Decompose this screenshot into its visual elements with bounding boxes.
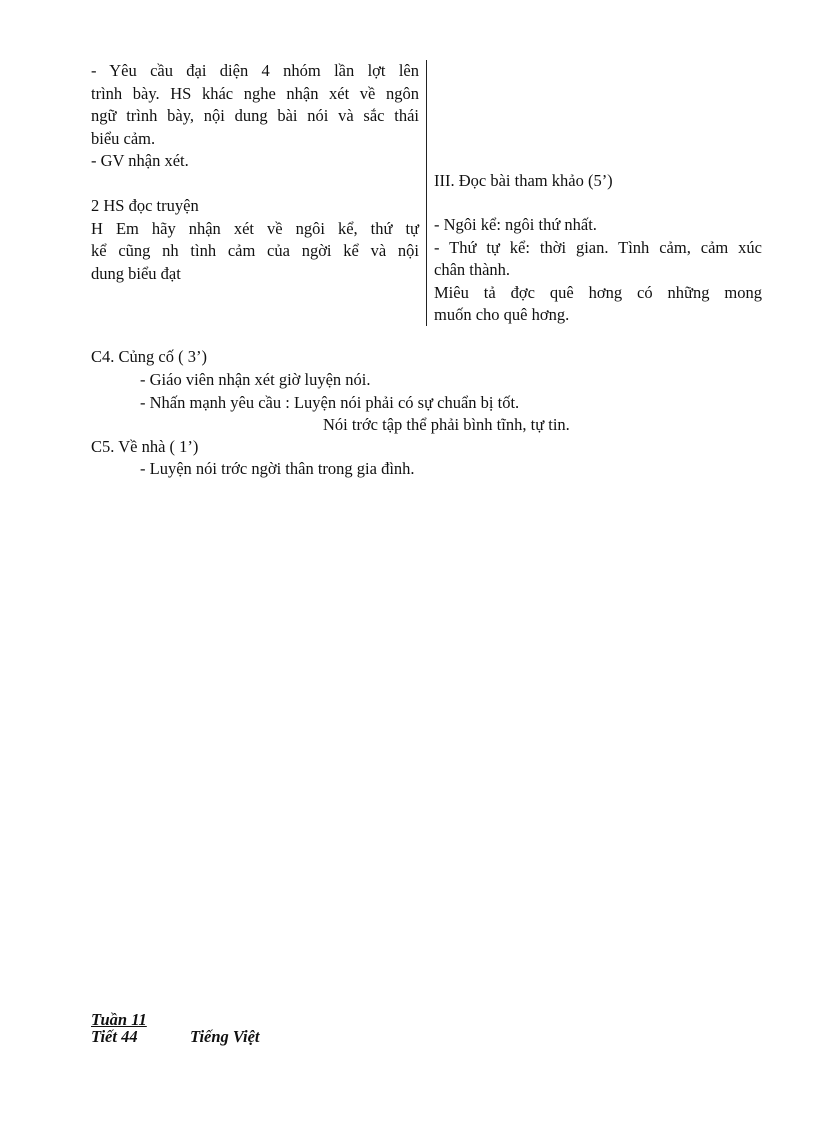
footer-period: Tiết 44 — [91, 1027, 138, 1046]
right-heading: III. Đọc bài tham khảo (5’) — [434, 171, 613, 190]
left-line-8: H Em hãy nhận xét về ngôi kể, thứ tự — [91, 218, 419, 238]
left-line-1: - Yêu cầu đại diện 4 nhóm lần lợt lên — [91, 61, 419, 80]
footer-week: Tuần 11 — [91, 1010, 147, 1029]
homework-title: C5. Về nhà ( 1’) — [91, 437, 199, 456]
left-line-9: kể cũng nh tình cảm của ngời kể và nội — [91, 241, 419, 260]
left-line-2: trình bày. HS khác nghe nhận xét về ngôn — [91, 83, 419, 103]
right-line-4: Miêu tả đợc quê hơng có những mong — [434, 282, 762, 302]
left-line-5: - GV nhận xét. — [91, 151, 189, 170]
right-line-3: chân thành. — [434, 260, 511, 279]
column-divider — [426, 60, 427, 326]
right-column — [434, 214, 762, 327]
left-spacer — [91, 173, 419, 196]
right-line-2: - Thứ tự kể: thời gian. Tình cảm, cảm xúc — [434, 237, 762, 257]
left-line-7: 2 HS đọc truyện — [91, 196, 199, 215]
consolidation-title: C4. Củng cố ( 3’) — [91, 347, 207, 366]
right-line-5: muốn cho quê hơng. — [434, 305, 570, 324]
footer-subject: Tiếng Việt — [190, 1027, 260, 1046]
left-line-10: dung biểu đạt — [91, 263, 181, 283]
right-column-heading-block — [434, 170, 762, 193]
right-line-1: - Ngôi kể: ngôi thứ nhất. — [434, 215, 597, 234]
homework-item-1: - Luyện nói trớc ngời thân trong gia đình. — [140, 459, 415, 478]
left-column — [91, 60, 419, 285]
left-line-3: ngữ trình bày, nội dung bài nói và sắc thái — [91, 106, 419, 125]
consolidation-item-1: - Giáo viên nhận xét giờ luyện nói. — [140, 370, 371, 389]
consolidation-item-3: Nói trớc tập thể phải bình tĩnh, tự tin. — [323, 415, 570, 434]
left-line-4: biểu cảm. — [91, 128, 156, 148]
consolidation-item-2: - Nhấn mạnh yêu cầu : Luyện nói phải có sự chuẩn bị tốt. — [140, 393, 520, 412]
